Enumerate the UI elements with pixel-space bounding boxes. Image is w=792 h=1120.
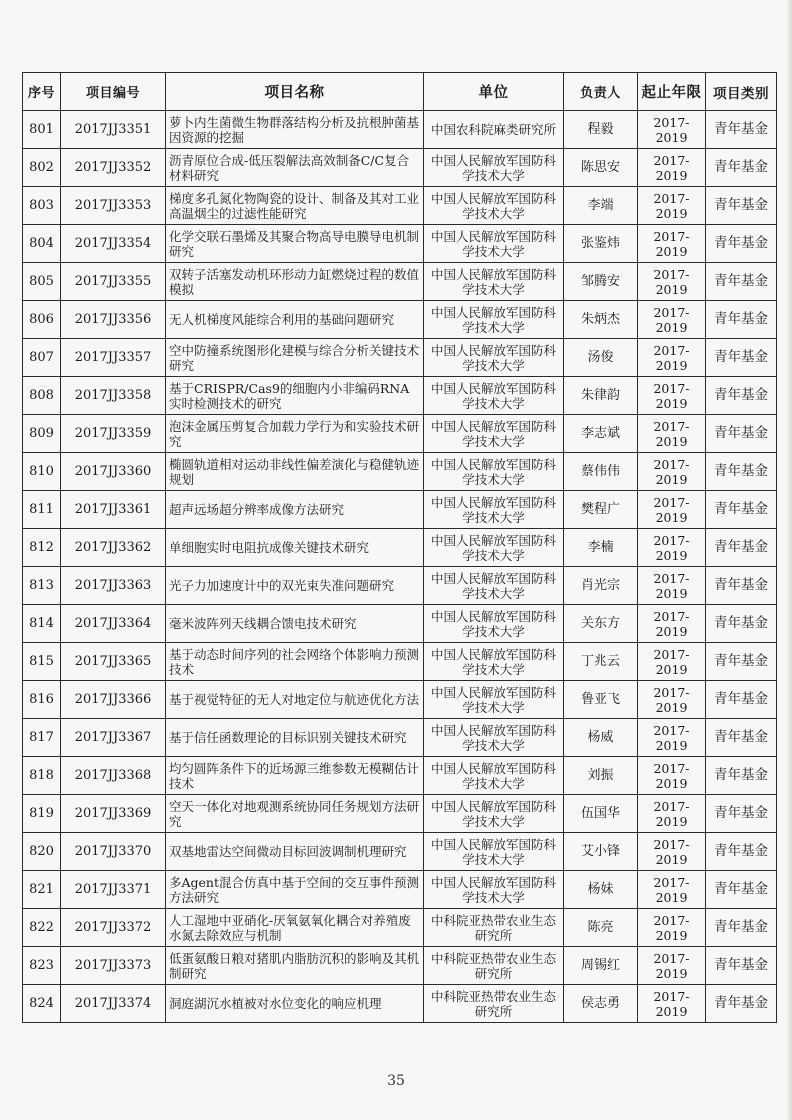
row-index: 806 (23, 301, 61, 339)
row-project-code: 2017JJ3361 (61, 491, 166, 529)
row-index: 813 (23, 567, 61, 605)
row-project-name: 洞庭湖沉水植被对水位变化的响应机理 (166, 985, 424, 1023)
row-project-code: 2017JJ3368 (61, 757, 166, 795)
row-project-name: 单细胞实时电阻抗成像关键技术研究 (166, 529, 424, 567)
row-unit: 中国人民解放军国防科学技术大学 (424, 871, 564, 909)
row-project-code: 2017JJ3372 (61, 909, 166, 947)
row-unit: 中国人民解放军国防科学技术大学 (424, 757, 564, 795)
row-project-name: 毫米波阵列天线耦合馈电技术研究 (166, 605, 424, 643)
table-row (23, 567, 777, 605)
row-type: 青年基金 (706, 377, 777, 415)
row-type: 青年基金 (706, 871, 777, 909)
row-type: 青年基金 (706, 795, 777, 833)
row-type: 青年基金 (706, 909, 777, 947)
row-type: 青年基金 (706, 833, 777, 871)
row-type: 青年基金 (706, 339, 777, 377)
row-unit: 中国人民解放军国防科学技术大学 (424, 529, 564, 567)
row-index: 810 (23, 453, 61, 491)
row-unit: 中国人民解放军国防科学技术大学 (424, 491, 564, 529)
row-index: 817 (23, 719, 61, 757)
row-type: 青年基金 (706, 263, 777, 301)
row-years: 2017-2019 (638, 263, 706, 301)
table-row (23, 111, 777, 149)
row-project-name: 椭圆轨道相对运动非线性偏差演化与稳健轨迹规划 (166, 453, 424, 491)
row-project-name: 双转子活塞发动机环形动力缸燃烧过程的数值模拟 (166, 263, 424, 301)
row-unit: 中国农科院麻类研究所 (424, 111, 564, 149)
row-project-name: 空天一体化对地观测系统协同任务规划方法研究 (166, 795, 424, 833)
row-unit: 中国人民解放军国防科学技术大学 (424, 415, 564, 453)
row-type: 青年基金 (706, 415, 777, 453)
table-row (23, 415, 777, 453)
row-index: 805 (23, 263, 61, 301)
row-leader: 陈亮 (564, 909, 638, 947)
row-project-name: 无人机梯度风能综合利用的基础问题研究 (166, 301, 424, 339)
row-index: 818 (23, 757, 61, 795)
row-type: 青年基金 (706, 491, 777, 529)
row-unit: 中国人民解放军国防科学技术大学 (424, 187, 564, 225)
row-years: 2017-2019 (638, 871, 706, 909)
row-index: 804 (23, 225, 61, 263)
row-type: 青年基金 (706, 225, 777, 263)
row-years: 2017-2019 (638, 567, 706, 605)
row-leader: 樊程广 (564, 491, 638, 529)
row-index: 823 (23, 947, 61, 985)
row-type: 青年基金 (706, 757, 777, 795)
page-edge-shadow (786, 0, 792, 1120)
row-index: 803 (23, 187, 61, 225)
row-leader: 肖光宗 (564, 567, 638, 605)
row-years: 2017-2019 (638, 453, 706, 491)
header-leader: 负责人 (564, 73, 638, 111)
row-leader: 艾小锋 (564, 833, 638, 871)
table-header-row (23, 73, 777, 111)
row-leader: 蔡伟伟 (564, 453, 638, 491)
row-leader: 鲁亚飞 (564, 681, 638, 719)
row-project-code: 2017JJ3370 (61, 833, 166, 871)
row-project-code: 2017JJ3351 (61, 111, 166, 149)
row-index: 814 (23, 605, 61, 643)
row-project-code: 2017JJ3374 (61, 985, 166, 1023)
row-leader: 杨妹 (564, 871, 638, 909)
row-unit: 中国人民解放军国防科学技术大学 (424, 681, 564, 719)
row-index: 821 (23, 871, 61, 909)
header-project-code: 项目编号 (61, 73, 166, 111)
header-type: 项目类别 (706, 73, 777, 111)
row-project-code: 2017JJ3352 (61, 149, 166, 187)
row-project-name: 泡沫金属压剪复合加载力学行为和实验技术研究 (166, 415, 424, 453)
row-unit: 中国人民解放军国防科学技术大学 (424, 567, 564, 605)
row-project-code: 2017JJ3366 (61, 681, 166, 719)
header-unit: 单位 (424, 73, 564, 111)
row-index: 802 (23, 149, 61, 187)
row-project-name: 基于CRISPR/Cas9的细胞内小非编码RNA实时检测技术的研究 (166, 377, 424, 415)
row-years: 2017-2019 (638, 377, 706, 415)
row-project-name: 基于动态时间序列的社会网络个体影响力预测技术 (166, 643, 424, 681)
row-unit: 中科院亚热带农业生态研究所 (424, 947, 564, 985)
row-type: 青年基金 (706, 149, 777, 187)
table-row (23, 225, 777, 263)
row-years: 2017-2019 (638, 909, 706, 947)
row-project-code: 2017JJ3360 (61, 453, 166, 491)
row-years: 2017-2019 (638, 985, 706, 1023)
table-row (23, 681, 777, 719)
table-row (23, 149, 777, 187)
row-unit: 中国人民解放军国防科学技术大学 (424, 301, 564, 339)
row-unit: 中国人民解放军国防科学技术大学 (424, 377, 564, 415)
row-unit: 中国人民解放军国防科学技术大学 (424, 453, 564, 491)
table-body (23, 111, 777, 1023)
row-type: 青年基金 (706, 605, 777, 643)
row-project-code: 2017JJ3364 (61, 605, 166, 643)
row-years: 2017-2019 (638, 339, 706, 377)
table-row (23, 947, 777, 985)
row-project-code: 2017JJ3373 (61, 947, 166, 985)
row-unit: 中国人民解放军国防科学技术大学 (424, 149, 564, 187)
row-project-name: 基于视觉特征的无人对地定位与航迹优化方法 (166, 681, 424, 719)
row-years: 2017-2019 (638, 947, 706, 985)
row-leader: 张鉴炜 (564, 225, 638, 263)
row-unit: 中国人民解放军国防科学技术大学 (424, 719, 564, 757)
row-unit: 中科院亚热带农业生态研究所 (424, 909, 564, 947)
row-unit: 中国人民解放军国防科学技术大学 (424, 263, 564, 301)
table-row (23, 985, 777, 1023)
row-index: 824 (23, 985, 61, 1023)
row-project-name: 萝卜内生菌微生物群落结构分析及抗根肿菌基因资源的挖掘 (166, 111, 424, 149)
row-index: 815 (23, 643, 61, 681)
row-index: 807 (23, 339, 61, 377)
row-project-name: 人工湿地中亚硝化-厌氧氨氧化耦合对养殖废水氮去除效应与机制 (166, 909, 424, 947)
row-project-name: 多Agent混合仿真中基于空间的交互事件预测方法研究 (166, 871, 424, 909)
row-unit: 中国人民解放军国防科学技术大学 (424, 339, 564, 377)
table-row (23, 719, 777, 757)
row-index: 812 (23, 529, 61, 567)
row-leader: 伍国华 (564, 795, 638, 833)
row-project-code: 2017JJ3365 (61, 643, 166, 681)
row-type: 青年基金 (706, 947, 777, 985)
table-row (23, 529, 777, 567)
table-row (23, 263, 777, 301)
row-type: 青年基金 (706, 719, 777, 757)
header-years: 起止年限 (638, 73, 706, 111)
row-type: 青年基金 (706, 529, 777, 567)
row-project-code: 2017JJ3369 (61, 795, 166, 833)
row-project-name: 基于信任函数理论的目标识别关键技术研究 (166, 719, 424, 757)
row-years: 2017-2019 (638, 111, 706, 149)
table-row (23, 605, 777, 643)
row-leader: 侯志勇 (564, 985, 638, 1023)
row-type: 青年基金 (706, 681, 777, 719)
row-years: 2017-2019 (638, 757, 706, 795)
row-project-code: 2017JJ3367 (61, 719, 166, 757)
row-project-code: 2017JJ3353 (61, 187, 166, 225)
row-project-name: 光子力加速度计中的双光束失准问题研究 (166, 567, 424, 605)
row-years: 2017-2019 (638, 529, 706, 567)
row-years: 2017-2019 (638, 415, 706, 453)
row-project-name: 均匀圆阵条件下的近场源三维参数无模糊估计技术 (166, 757, 424, 795)
row-unit: 中国人民解放军国防科学技术大学 (424, 643, 564, 681)
row-leader: 周锡红 (564, 947, 638, 985)
row-leader: 关东方 (564, 605, 638, 643)
header-index: 序号 (23, 73, 61, 111)
row-type: 青年基金 (706, 643, 777, 681)
table-row (23, 453, 777, 491)
row-index: 809 (23, 415, 61, 453)
row-project-name: 化学交联石墨烯及其聚合物高导电膜导电机制研究 (166, 225, 424, 263)
row-project-code: 2017JJ3371 (61, 871, 166, 909)
row-index: 816 (23, 681, 61, 719)
row-unit: 中国人民解放军国防科学技术大学 (424, 833, 564, 871)
table-row (23, 301, 777, 339)
table-row (23, 643, 777, 681)
row-project-code: 2017JJ3359 (61, 415, 166, 453)
row-type: 青年基金 (706, 301, 777, 339)
row-project-code: 2017JJ3363 (61, 567, 166, 605)
row-years: 2017-2019 (638, 491, 706, 529)
row-project-code: 2017JJ3357 (61, 339, 166, 377)
table-row (23, 795, 777, 833)
row-years: 2017-2019 (638, 301, 706, 339)
table-row (23, 909, 777, 947)
row-type: 青年基金 (706, 453, 777, 491)
table-row (23, 833, 777, 871)
row-project-name: 空中防撞系统图形化建模与综合分析关键技术研究 (166, 339, 424, 377)
page-number: 35 (387, 1073, 405, 1089)
row-index: 811 (23, 491, 61, 529)
row-leader: 李楠 (564, 529, 638, 567)
row-project-name: 低蛋氨酸日粮对猪肌内脂肪沉积的影响及其机制研究 (166, 947, 424, 985)
row-type: 青年基金 (706, 187, 777, 225)
row-type: 青年基金 (706, 985, 777, 1023)
row-leader: 朱炳杰 (564, 301, 638, 339)
header-project-name: 项目名称 (166, 73, 424, 111)
row-years: 2017-2019 (638, 833, 706, 871)
row-leader: 李端 (564, 187, 638, 225)
row-leader: 汤俊 (564, 339, 638, 377)
row-project-code: 2017JJ3356 (61, 301, 166, 339)
row-unit: 中科院亚热带农业生态研究所 (424, 985, 564, 1023)
row-years: 2017-2019 (638, 643, 706, 681)
row-project-name: 双基地雷达空间微动目标回波调制机理研究 (166, 833, 424, 871)
row-leader: 朱律韵 (564, 377, 638, 415)
table-row (23, 871, 777, 909)
row-index: 819 (23, 795, 61, 833)
row-years: 2017-2019 (638, 149, 706, 187)
row-index: 808 (23, 377, 61, 415)
row-project-code: 2017JJ3358 (61, 377, 166, 415)
row-years: 2017-2019 (638, 187, 706, 225)
row-unit: 中国人民解放军国防科学技术大学 (424, 605, 564, 643)
row-unit: 中国人民解放军国防科学技术大学 (424, 795, 564, 833)
row-type: 青年基金 (706, 567, 777, 605)
table-row (23, 377, 777, 415)
row-leader: 陈思安 (564, 149, 638, 187)
row-type: 青年基金 (706, 111, 777, 149)
table-row (23, 491, 777, 529)
table-row (23, 187, 777, 225)
row-years: 2017-2019 (638, 225, 706, 263)
row-unit: 中国人民解放军国防科学技术大学 (424, 225, 564, 263)
row-years: 2017-2019 (638, 681, 706, 719)
row-index: 822 (23, 909, 61, 947)
row-leader: 邹腾安 (564, 263, 638, 301)
table-row (23, 339, 777, 377)
row-index: 820 (23, 833, 61, 871)
table-row (23, 757, 777, 795)
row-leader: 程毅 (564, 111, 638, 149)
row-years: 2017-2019 (638, 795, 706, 833)
row-leader: 丁兆云 (564, 643, 638, 681)
row-leader: 刘振 (564, 757, 638, 795)
row-leader: 杨威 (564, 719, 638, 757)
row-years: 2017-2019 (638, 605, 706, 643)
row-project-name: 超声远场超分辨率成像方法研究 (166, 491, 424, 529)
row-years: 2017-2019 (638, 719, 706, 757)
row-index: 801 (23, 111, 61, 149)
row-project-code: 2017JJ3362 (61, 529, 166, 567)
project-table (22, 72, 777, 1023)
row-project-code: 2017JJ3355 (61, 263, 166, 301)
row-project-code: 2017JJ3354 (61, 225, 166, 263)
row-project-name: 沥青原位合成-低压裂解法高效制备C/C复合材料研究 (166, 149, 424, 187)
row-leader: 李志斌 (564, 415, 638, 453)
row-project-name: 梯度多孔氮化物陶瓷的设计、制备及其对工业高温烟尘的过滤性能研究 (166, 187, 424, 225)
